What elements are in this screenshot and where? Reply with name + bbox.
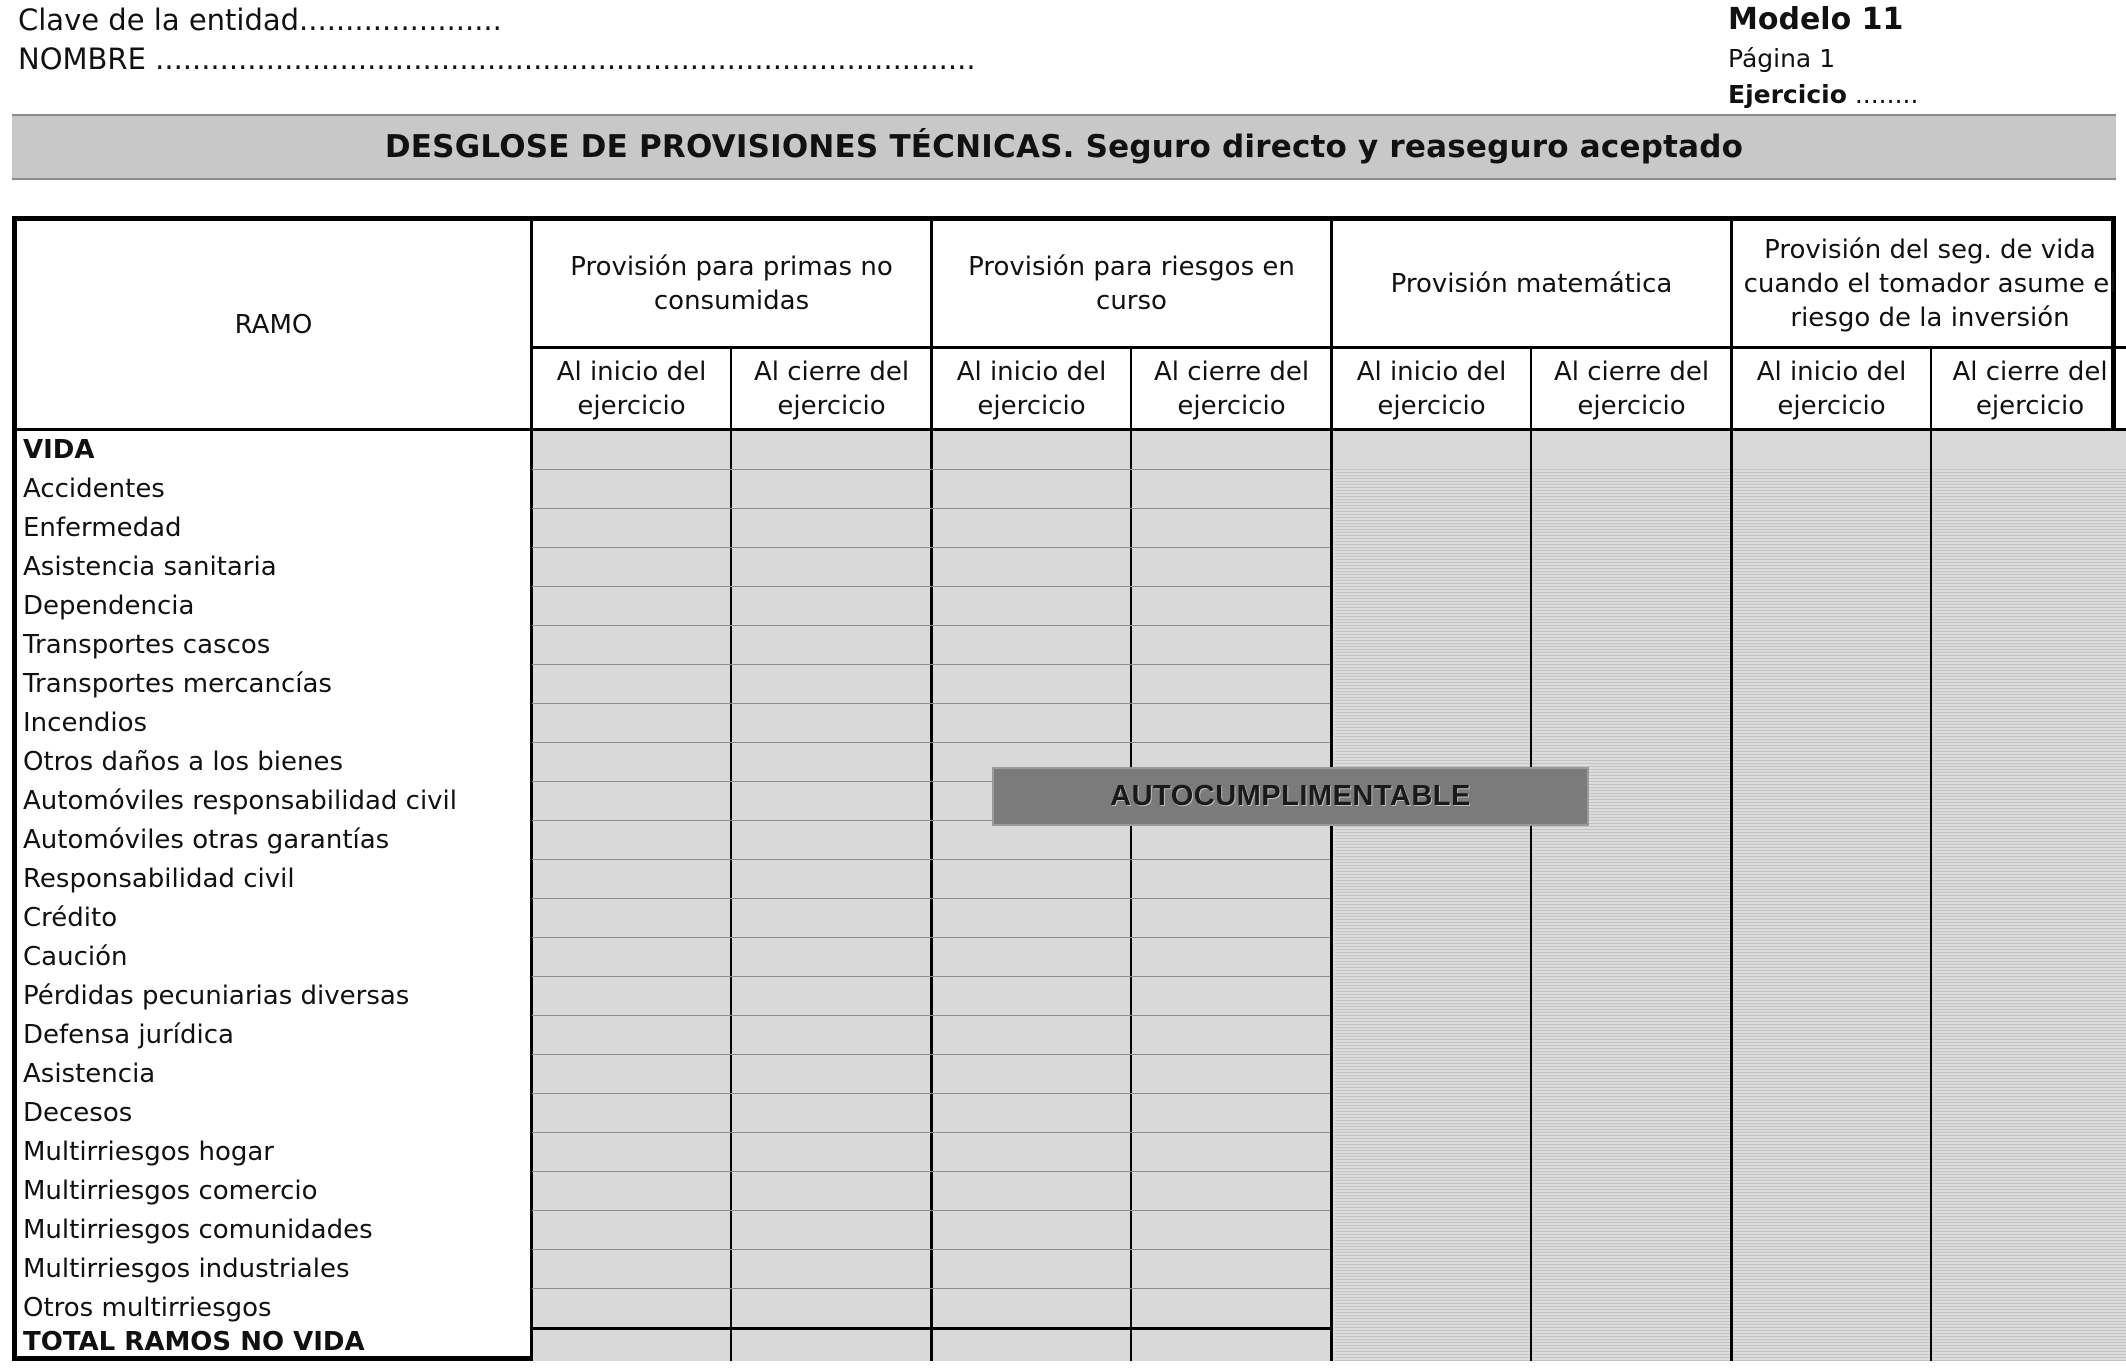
row-separator bbox=[532, 1288, 1330, 1289]
row-label: Asistencia sanitaria bbox=[23, 552, 277, 582]
row-label: Automóviles otras garantías bbox=[23, 825, 390, 855]
subheader-inicio-4: Al inicio del ejercicio bbox=[1756, 357, 1907, 421]
row-separator bbox=[532, 1054, 1330, 1055]
rule-sub-4 bbox=[1930, 349, 1932, 1361]
row-label: Transportes cascos bbox=[23, 630, 271, 660]
row-separator bbox=[532, 937, 1330, 938]
subheader-inicio-2: Al inicio del ejercicio bbox=[956, 357, 1107, 421]
row-label: Multirriesgos hogar bbox=[23, 1137, 274, 1167]
row-label: Multirriesgos comercio bbox=[23, 1176, 318, 1206]
ejercicio-label: Ejercicio bbox=[1728, 80, 1847, 109]
row-label: Transportes mercancías bbox=[23, 669, 332, 699]
subheader-cierre-3: Al cierre del ejercicio bbox=[1553, 357, 1710, 421]
row-label: Otros multirriesgos bbox=[23, 1293, 272, 1323]
row-separator bbox=[532, 703, 1330, 704]
row-separator bbox=[532, 1093, 1330, 1094]
row-label: Asistencia bbox=[23, 1059, 156, 1089]
group-header-vida-inversion: Provisión del seg. de vida cuando el tomador asume el riesgo de la inversión bbox=[1743, 234, 2117, 333]
modelo-label: Modelo 11 bbox=[1728, 2, 1904, 37]
row-separator bbox=[532, 1249, 1330, 1250]
row-label: Incendios bbox=[23, 708, 148, 738]
row-label: Multirriesgos industriales bbox=[23, 1254, 350, 1284]
row-label-total: TOTAL RAMOS NO VIDA bbox=[23, 1327, 365, 1357]
row-separator bbox=[532, 1171, 1330, 1172]
rule-group-headers bbox=[530, 346, 2126, 349]
row-separator bbox=[532, 1210, 1330, 1211]
row-label: Automóviles responsabilidad civil bbox=[23, 786, 458, 816]
subheader-cierre-2: Al cierre del ejercicio bbox=[1153, 357, 1310, 421]
autocumplimentable-stamp bbox=[992, 767, 1589, 826]
row-separator bbox=[532, 664, 1330, 665]
title-banner bbox=[12, 114, 2116, 180]
pagina-label: Página 1 bbox=[1728, 44, 1836, 73]
row-label: Multirriesgos comunidades bbox=[23, 1215, 373, 1245]
row-separator bbox=[532, 508, 1330, 509]
rule-col-g4 bbox=[1730, 221, 1733, 1361]
group-header-matematica: Provisión matemática bbox=[1390, 268, 1673, 299]
row-label: Crédito bbox=[23, 903, 118, 933]
title-text: DESGLOSE DE PROVISIONES TÉCNICAS. Seguro directo y reaseguro aceptado bbox=[384, 129, 1744, 165]
rule-header-bottom bbox=[17, 428, 2126, 431]
rule-col-g2 bbox=[930, 221, 933, 1361]
row-separator bbox=[532, 742, 1330, 743]
row-separator bbox=[532, 1015, 1330, 1016]
nombre-label: NOMBRE ......................................................................................... bbox=[18, 42, 976, 76]
row-label: Enfermedad bbox=[23, 513, 182, 543]
subheader-cierre-4: Al cierre del ejercicio bbox=[1952, 357, 2108, 421]
row-separator bbox=[532, 586, 1330, 587]
row-label: Responsabilidad civil bbox=[23, 864, 295, 894]
row-label-vida: VIDA bbox=[23, 435, 95, 465]
row-label: Accidentes bbox=[23, 474, 165, 504]
rule-col-ramo bbox=[530, 221, 533, 1361]
ejercicio-dots: ........ bbox=[1846, 80, 1919, 109]
row-separator bbox=[532, 469, 1330, 470]
row-label: Caución bbox=[23, 942, 128, 972]
row-label: Decesos bbox=[23, 1098, 133, 1128]
rule-sub-3 bbox=[1530, 349, 1532, 1361]
row-separator bbox=[532, 976, 1330, 977]
row-label: Defensa jurídica bbox=[23, 1020, 234, 1050]
subheader-inicio-3: Al inicio del ejercicio bbox=[1356, 357, 1507, 421]
subheader-cierre-1: Al cierre del ejercicio bbox=[753, 357, 910, 421]
row-label: Otros daños a los bienes bbox=[23, 747, 344, 777]
row-separator bbox=[532, 1327, 1330, 1330]
row-separator bbox=[532, 547, 1330, 548]
row-label: Dependencia bbox=[23, 591, 195, 621]
ramo-header: RAMO bbox=[234, 309, 313, 340]
autocumplimentable-label: AUTOCUMPLIMENTABLE bbox=[1110, 780, 1471, 812]
row-label: Pérdidas pecuniarias diversas bbox=[23, 981, 410, 1011]
row-separator bbox=[532, 859, 1330, 860]
subheader-inicio-1: Al inicio del ejercicio bbox=[556, 357, 707, 421]
group-header-primas: Provisión para primas no consumidas bbox=[570, 251, 893, 316]
ejercicio-field bbox=[1728, 82, 1918, 107]
row-separator bbox=[532, 625, 1330, 626]
group-header-riesgos: Provisión para riesgos en curso bbox=[968, 251, 1295, 316]
row-separator bbox=[532, 898, 1330, 899]
clave-entidad-label: Clave de la entidad...................... bbox=[18, 3, 502, 37]
row-separator bbox=[532, 1132, 1330, 1133]
